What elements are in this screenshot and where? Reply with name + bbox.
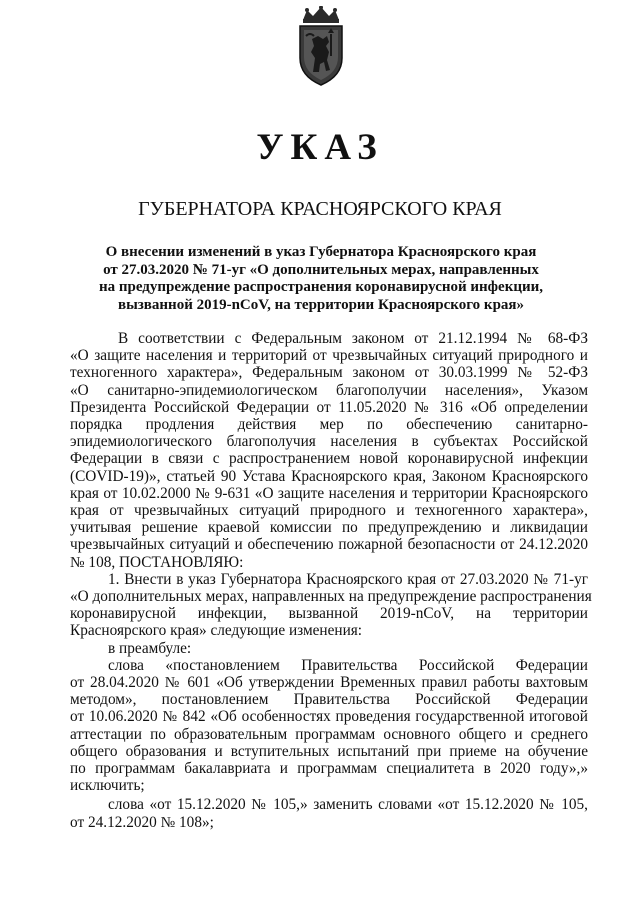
heading-line: О внесении изменений в указ Губернатора Красноярского края xyxy=(105,244,537,260)
heading-line: на предупреждение распространения коронавирусной инфекции, xyxy=(98,279,544,295)
item-1-line: коронавирусной инфекции, вызванной 2019-nCoV, на территории xyxy=(70,605,588,623)
heading-line: от 27.03.2020 № 71-уг «О дополнительных мерах, направленных xyxy=(103,261,539,278)
preamble-line: края от чрезвычайных ситуаций природного и техногенного характера», xyxy=(70,502,588,520)
words-line: по программам бакалавриата и программам специалитета в 2020 году»,» xyxy=(70,760,588,778)
item-1-line: Красноярского края» следующие изменения: xyxy=(70,622,363,640)
words-line: от 28.04.2020 № 601 «Об утверждении Временных правил работы вахтовым xyxy=(70,674,588,692)
heading-line: вызванной 2019-nCoV, на территории Красноярского края» xyxy=(117,296,525,313)
words-line: исключить; xyxy=(70,777,145,795)
preamble-line: «О санитарно-эпидемиологическом благополучии населения», Указом xyxy=(70,381,588,399)
preamble-line: Президента Российской Федерации от 11.05.2020 № 316 «Об определении xyxy=(70,398,588,416)
document-subtitle: ГУБЕРНАТОРА КРАСНОЯРСКОГО КРАЯ xyxy=(138,198,502,220)
document-title: УКАЗ xyxy=(256,127,384,168)
preamble-line: порядка продления действия мер по обеспечению санитарно- xyxy=(70,416,588,434)
preamble-line: В соответствии с Федеральным законом от 21.12.1994 № 68-ФЗ xyxy=(118,330,588,347)
preamble-line: эпидемиологического благополучия населения в субъектах Российской xyxy=(70,433,588,451)
in-preamble-label: в преамбуле: xyxy=(108,639,192,657)
preamble-line: края от 10.02.2000 № 9-631 «О защите населения и территории Красноярского xyxy=(70,484,588,502)
preamble-line: учитывая решение краевой комиссии по предупреждению и ликвидации xyxy=(70,519,588,537)
document-body xyxy=(70,330,592,831)
preamble-line: № 108, ПОСТАНОВЛЯЮ: xyxy=(70,553,244,571)
replace-line: слова «от 15.12.2020 № 105,» заменить словами «от 15.12.2020 № 105, xyxy=(108,796,588,814)
coat-of-arms-icon xyxy=(293,6,349,88)
words-line: слова «постановлением Правительства Российской Федерации xyxy=(108,656,588,674)
item-1-line: 1. Внести в указ Губернатора Красноярского края от 27.03.2020 № 71-уг xyxy=(108,570,588,588)
words-line: от 10.06.2020 № 842 «Об особенностях проведения государственной итоговой xyxy=(70,708,588,726)
preamble-line: Федерации в связи с распространением новой коронавирусной инфекции xyxy=(70,450,588,468)
preamble-line: чрезвычайных ситуаций и обеспечению пожарной безопасности от 24.12.2020 xyxy=(70,536,588,554)
words-line: методом», постановлением Правительства Российской Федерации xyxy=(70,691,588,709)
preamble-line: (COVID-19)», статьей 90 Устава Красноярского края, Законом Красноярского xyxy=(70,467,588,485)
words-line: общего образования и вступительных испытаний при приеме на обучение xyxy=(70,742,588,760)
document-heading xyxy=(88,244,554,314)
item-1-line: «О дополнительных мерах, направленных на предупреждение распространения xyxy=(70,588,592,606)
preamble-line: техногенного характера», Федеральным законом от 30.03.1999 № 52-ФЗ xyxy=(70,364,588,382)
preamble-line: «О защите населения и территорий от чрезвычайных ситуаций природного и xyxy=(70,347,588,365)
words-line: аттестации по образовательным программам основного общего и среднего xyxy=(70,725,588,743)
replace-line: от 24.12.2020 № 108»; xyxy=(70,813,214,831)
